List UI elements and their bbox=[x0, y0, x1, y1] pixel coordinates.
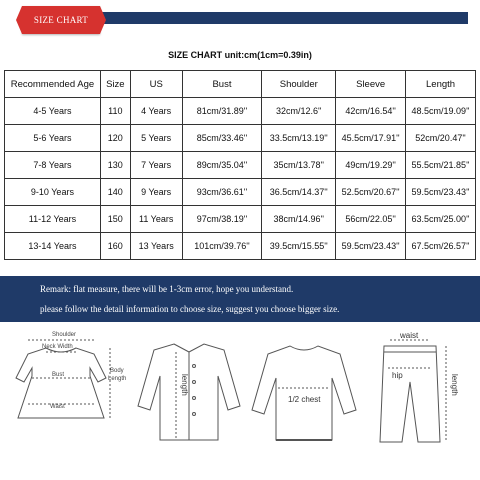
header-length: Length bbox=[406, 71, 476, 98]
dress-body-label: Body bbox=[110, 368, 124, 374]
cell-shoulder: 35cm/13.78'' bbox=[262, 152, 336, 179]
shirt-measure-diagram bbox=[134, 336, 244, 446]
cell-bust: 89cm/35.04'' bbox=[182, 152, 262, 179]
cell-us: 9 Years bbox=[130, 179, 182, 206]
dress-waist-label: Waist bbox=[50, 404, 65, 410]
remark-advice-text: please follow the detail information to choose size, suggest you choose bigger size. bbox=[40, 304, 340, 314]
pants-waist-label: waist bbox=[400, 331, 419, 340]
cell-shoulder: 33.5cm/13.19'' bbox=[262, 125, 336, 152]
header-sleeve: Sleeve bbox=[336, 71, 406, 98]
cell-size: 160 bbox=[100, 233, 130, 260]
cell-size: 150 bbox=[100, 206, 130, 233]
dress-measure-diagram bbox=[6, 326, 130, 426]
remark-banner bbox=[0, 276, 480, 322]
cell-sleeve: 49cm/19.29'' bbox=[336, 152, 406, 179]
size-table bbox=[4, 70, 476, 260]
chart-heading: SIZE CHART unit:cm(1cm=0.39in) bbox=[168, 50, 312, 60]
table-row bbox=[5, 152, 476, 179]
header-bust: Bust bbox=[182, 71, 262, 98]
cell-length: 52cm/20.47'' bbox=[406, 125, 476, 152]
cell-age: 7-8 Years bbox=[5, 152, 101, 179]
pants-hip-label: hip bbox=[392, 371, 403, 380]
cell-length: 63.5cm/25.00'' bbox=[406, 206, 476, 233]
cell-sleeve: 59.5cm/23.43'' bbox=[336, 233, 406, 260]
cell-us: 4 Years bbox=[130, 98, 182, 125]
cell-bust: 85cm/33.46'' bbox=[182, 125, 262, 152]
table-row bbox=[5, 233, 476, 260]
cell-length: 59.5cm/23.43'' bbox=[406, 179, 476, 206]
sweater-chest-label: 1/2 chest bbox=[288, 395, 321, 404]
cell-age: 9-10 Years bbox=[5, 179, 101, 206]
cell-size: 130 bbox=[100, 152, 130, 179]
cell-age: 13-14 Years bbox=[5, 233, 101, 260]
table-row bbox=[5, 98, 476, 125]
cell-length: 55.5cm/21.85'' bbox=[406, 152, 476, 179]
cell-age: 5-6 Years bbox=[5, 125, 101, 152]
cell-shoulder: 36.5cm/14.37'' bbox=[262, 179, 336, 206]
table-row bbox=[5, 125, 476, 152]
table-row bbox=[5, 179, 476, 206]
cell-shoulder: 39.5cm/15.55'' bbox=[262, 233, 336, 260]
header-us: US bbox=[130, 71, 182, 98]
cell-sleeve: 56cm/22.05'' bbox=[336, 206, 406, 233]
cell-sleeve: 45.5cm/17.91'' bbox=[336, 125, 406, 152]
pants-measure-diagram bbox=[370, 330, 476, 446]
header-stripe bbox=[100, 12, 468, 24]
cell-size: 110 bbox=[100, 98, 130, 125]
cell-shoulder: 38cm/14.96'' bbox=[262, 206, 336, 233]
table-row bbox=[5, 206, 476, 233]
cell-us: 13 Years bbox=[130, 233, 182, 260]
pants-outline-icon bbox=[380, 346, 440, 442]
cell-us: 5 Years bbox=[130, 125, 182, 152]
remark-text: Remark: flat measure, there will be 1-3cm error, hope you understand. bbox=[40, 284, 294, 294]
cell-age: 4-5 Years bbox=[5, 98, 101, 125]
cell-age: 11-12 Years bbox=[5, 206, 101, 233]
cell-bust: 101cm/39.76'' bbox=[182, 233, 262, 260]
table-header-row bbox=[5, 71, 476, 98]
cell-length: 67.5cm/26.57'' bbox=[406, 233, 476, 260]
cell-sleeve: 52.5cm/20.67'' bbox=[336, 179, 406, 206]
cell-sleeve: 42cm/16.54'' bbox=[336, 98, 406, 125]
cell-us: 11 Years bbox=[130, 206, 182, 233]
cell-size: 140 bbox=[100, 179, 130, 206]
dress-neck-label: Neck Width bbox=[42, 344, 73, 350]
cell-bust: 93cm/36.61'' bbox=[182, 179, 262, 206]
shirt-length-label: length bbox=[180, 374, 189, 396]
cell-us: 7 Years bbox=[130, 152, 182, 179]
header-shoulder: Shoulder bbox=[262, 71, 336, 98]
header-size: Size bbox=[100, 71, 130, 98]
dress-bust-label: Bust bbox=[52, 372, 65, 378]
cell-bust: 81cm/31.89'' bbox=[182, 98, 262, 125]
pants-length-label: length bbox=[450, 374, 459, 396]
sweater-measure-diagram bbox=[248, 336, 360, 446]
header-age: Recommended Age bbox=[5, 71, 101, 98]
sweater-outline-icon bbox=[252, 346, 356, 440]
header-bar bbox=[0, 0, 480, 30]
cell-shoulder: 32cm/12.6'' bbox=[262, 98, 336, 125]
cell-size: 120 bbox=[100, 125, 130, 152]
cell-length: 48.5cm/19.09'' bbox=[406, 98, 476, 125]
size-chart-badge: SIZE CHART bbox=[22, 6, 100, 34]
cell-bust: 97cm/38.19'' bbox=[182, 206, 262, 233]
dress-length-label: Length bbox=[108, 376, 127, 382]
dress-shoulder-label: Shoulder bbox=[52, 332, 77, 338]
